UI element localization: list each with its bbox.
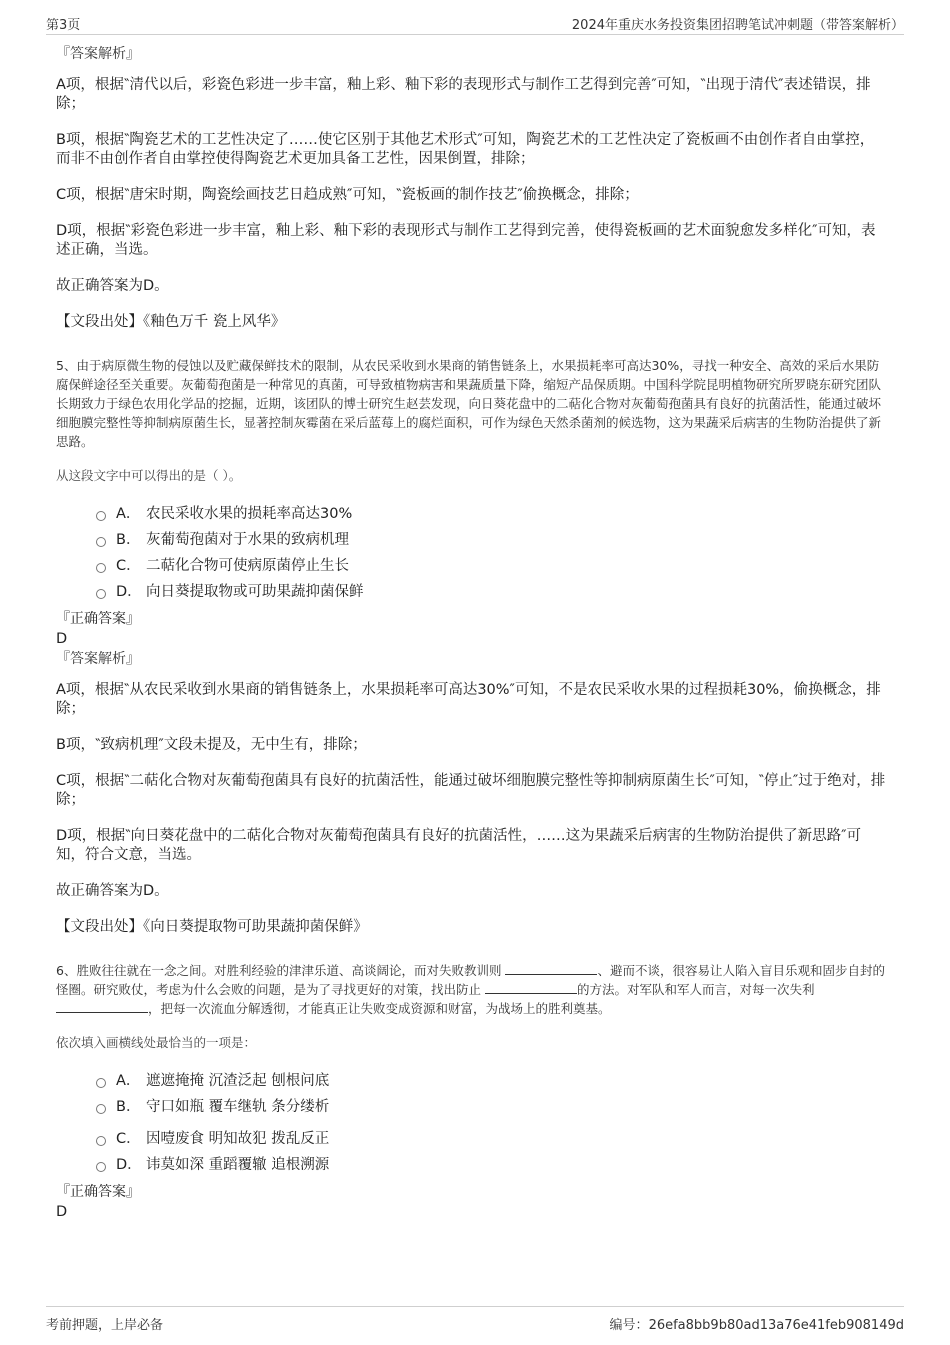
radio-icon[interactable]: [96, 1078, 106, 1088]
q6-text-part: 、避而不谈，很容易让人陷入盲目乐观和固步自封的怪圈。研究败仗，考虑为什么会败的问题，是为了寻找更好的对策，找出防止: [56, 963, 885, 997]
page-footer: [46, 1306, 904, 1333]
option-letter: D．: [116, 584, 142, 600]
option-text: 遮遮掩掩 沉渣泛起 刨根问底: [146, 1073, 330, 1089]
page-content: [56, 44, 888, 1222]
q4-analysis-b: B项，根据‶陶瓷艺术的工艺性决定了……使它区别于其他艺术形式″可知，陶瓷艺术的工艺性决定了瓷板画不由创作者自由掌控，而非不由创作者自由掌控使得陶瓷艺术更加具备工艺性，因果倒置，排除；: [56, 132, 875, 167]
q5-passage: 5、由于病原微生物的侵蚀以及贮藏保鲜技术的限制，从农民采收到水果商的销售链条上，水果损耗率可高达30%，寻找一种安全、高效的采后水果防腐保鲜途径至关重要。灰葡萄孢菌是一种常见的真菌，可导致植物病害和果蔬质量下降，缩短产品保质期。中国科学院昆明植物研究所罗晓东研究团队长期致力于绿色农用化学品的挖掘，近期，该团队的博士研究生赵芸发现，向日葵花盘中的二萜化合物对灰葡萄孢菌具有良好的抗菌活性，能通过破坏细胞膜完整性等抑制病原菌生长，显著控制灰霉菌在采后蓝莓上的腐烂面积，可作为绿色天然杀菌剂的候选物，这为果蔬采后病害的生物防治提供了新思路。: [56, 358, 882, 449]
option-text: 二萜化合物可使病原菌停止生长: [146, 558, 349, 574]
q6-passage: [56, 961, 888, 1018]
q6-text-part: 6、胜败往往就在一念之间。对胜利经验的津津乐道、高谈阔论，而对失败教训则: [56, 963, 502, 978]
option-text: 向日葵提取物或可助果蔬抑菌保鲜: [146, 584, 364, 600]
radio-icon[interactable]: [96, 511, 106, 521]
option-letter: D．: [116, 1157, 142, 1173]
radio-icon[interactable]: [96, 1104, 106, 1114]
option-text: 农民采收水果的损耗率高达30%: [146, 506, 353, 522]
q6-stem: 依次填入画横线处最恰当的一项是：: [56, 1035, 257, 1050]
fill-blank: [56, 1000, 148, 1013]
q5-stem: 从这段文字中可以得出的是（ ）。: [56, 468, 242, 483]
page-number: 第3页: [46, 18, 81, 33]
document-title: 2024年重庆水务投资集团招聘笔试冲刺题（带答案解析）: [571, 18, 904, 33]
option-letter: A．: [116, 506, 141, 522]
radio-icon[interactable]: [96, 1162, 106, 1172]
option-text: 守口如瓶 覆车继轨 条分缕析: [146, 1099, 330, 1115]
q5-analysis-c: C项，根据‶二萜化合物对灰葡萄孢菌具有良好的抗菌活性，能通过破坏细胞膜完整性等抑制病原菌生长″可知，‶停止″过于绝对，排除；: [56, 773, 886, 808]
option-text: 因噎废食 明知故犯 拨乱反正: [146, 1131, 330, 1147]
document-code: [610, 1314, 904, 1333]
q6-answer: D: [56, 1204, 68, 1220]
q5-options: [96, 501, 888, 605]
q5-analysis-b: B项，‶致病机理″文段未提及，无中生有，排除；: [56, 737, 367, 753]
fill-blank: [485, 981, 577, 994]
q4-analysis-c: C项，根据‶唐宋时期，陶瓷绘画技艺日趋成熟″可知，‶瓷板画的制作技艺″偷换概念，排除；: [56, 187, 639, 203]
q6-option-c[interactable]: [96, 1126, 888, 1152]
radio-icon[interactable]: [96, 563, 106, 573]
radio-icon[interactable]: [96, 589, 106, 599]
q6-option-b[interactable]: [96, 1094, 888, 1120]
q6-text-part: 的方法。对军队和军人而言，对每一次失利: [577, 982, 815, 997]
q6-answer-label: 『正确答案』: [56, 1184, 140, 1200]
option-letter: B．: [116, 1099, 141, 1115]
q5-analysis-a: A项，根据‶从农民采收到水果商的销售链条上，水果损耗率可高达30%″可知，不是农民采收水果的过程损耗30%，偷换概念，排除；: [56, 682, 881, 717]
q6-text-part: ，把每一次流血分解透彻，才能真正让失败变成资源和财富，为战场上的胜利奠基。: [148, 1001, 611, 1016]
q4-analysis-d: D项，根据‶彩瓷色彩进一步丰富，釉上彩、釉下彩的表现形式与制作工艺得到完善，使得瓷板画的艺术面貌愈发多样化″可知，表述正确，当选。: [56, 223, 876, 258]
q6-option-d[interactable]: [96, 1152, 888, 1178]
code-label: 编号：: [609, 1318, 649, 1333]
q5-option-a[interactable]: [96, 501, 888, 527]
option-text: 讳莫如深 重蹈覆辙 追根溯源: [146, 1157, 330, 1173]
q5-option-d[interactable]: [96, 579, 888, 605]
option-letter: A．: [116, 1073, 141, 1089]
q5-answer-label: 『正确答案』: [56, 611, 140, 627]
q4-analysis-label: 『答案解析』: [56, 46, 140, 62]
option-letter: C．: [116, 558, 141, 574]
q5-source: 【文段出处】《向日葵提取物可助果蔬抑菌保鲜》: [56, 919, 368, 935]
q5-answer: D: [56, 631, 68, 647]
radio-icon[interactable]: [96, 537, 106, 547]
radio-icon[interactable]: [96, 1136, 106, 1146]
q5-analysis-d: D项，根据‶向日葵花盘中的二萜化合物对灰葡萄孢菌具有良好的抗菌活性，……这为果蔬采后病害的生物防治提供了新思路″可知，符合文意，当选。: [56, 828, 861, 863]
q6-options: [96, 1068, 888, 1178]
q6-option-a[interactable]: [96, 1068, 888, 1094]
page-header: [46, 12, 904, 35]
code-value: 26efa8bb9b80ad13a76e41feb908149d: [648, 1318, 904, 1333]
option-text: 灰葡萄孢菌对于水果的致病机理: [146, 532, 349, 548]
q5-conclusion: 故正确答案为D。: [56, 883, 169, 899]
q5-option-b[interactable]: [96, 527, 888, 553]
fill-blank: [505, 962, 597, 975]
option-letter: B．: [116, 532, 141, 548]
q4-source: 【文段出处】《釉色万千 瓷上风华》: [56, 314, 286, 330]
q5-option-c[interactable]: [96, 553, 888, 579]
q5-analysis-label: 『答案解析』: [56, 651, 140, 667]
footer-slogan: 考前押题，上岸必备: [46, 1318, 164, 1333]
q4-analysis-a: A项，根据‶清代以后，彩瓷色彩进一步丰富，釉上彩、釉下彩的表现形式与制作工艺得到完善″可知，‶出现于清代″表述错误，排除；: [56, 77, 871, 112]
option-letter: C．: [116, 1131, 141, 1147]
q4-conclusion: 故正确答案为D。: [56, 278, 169, 294]
